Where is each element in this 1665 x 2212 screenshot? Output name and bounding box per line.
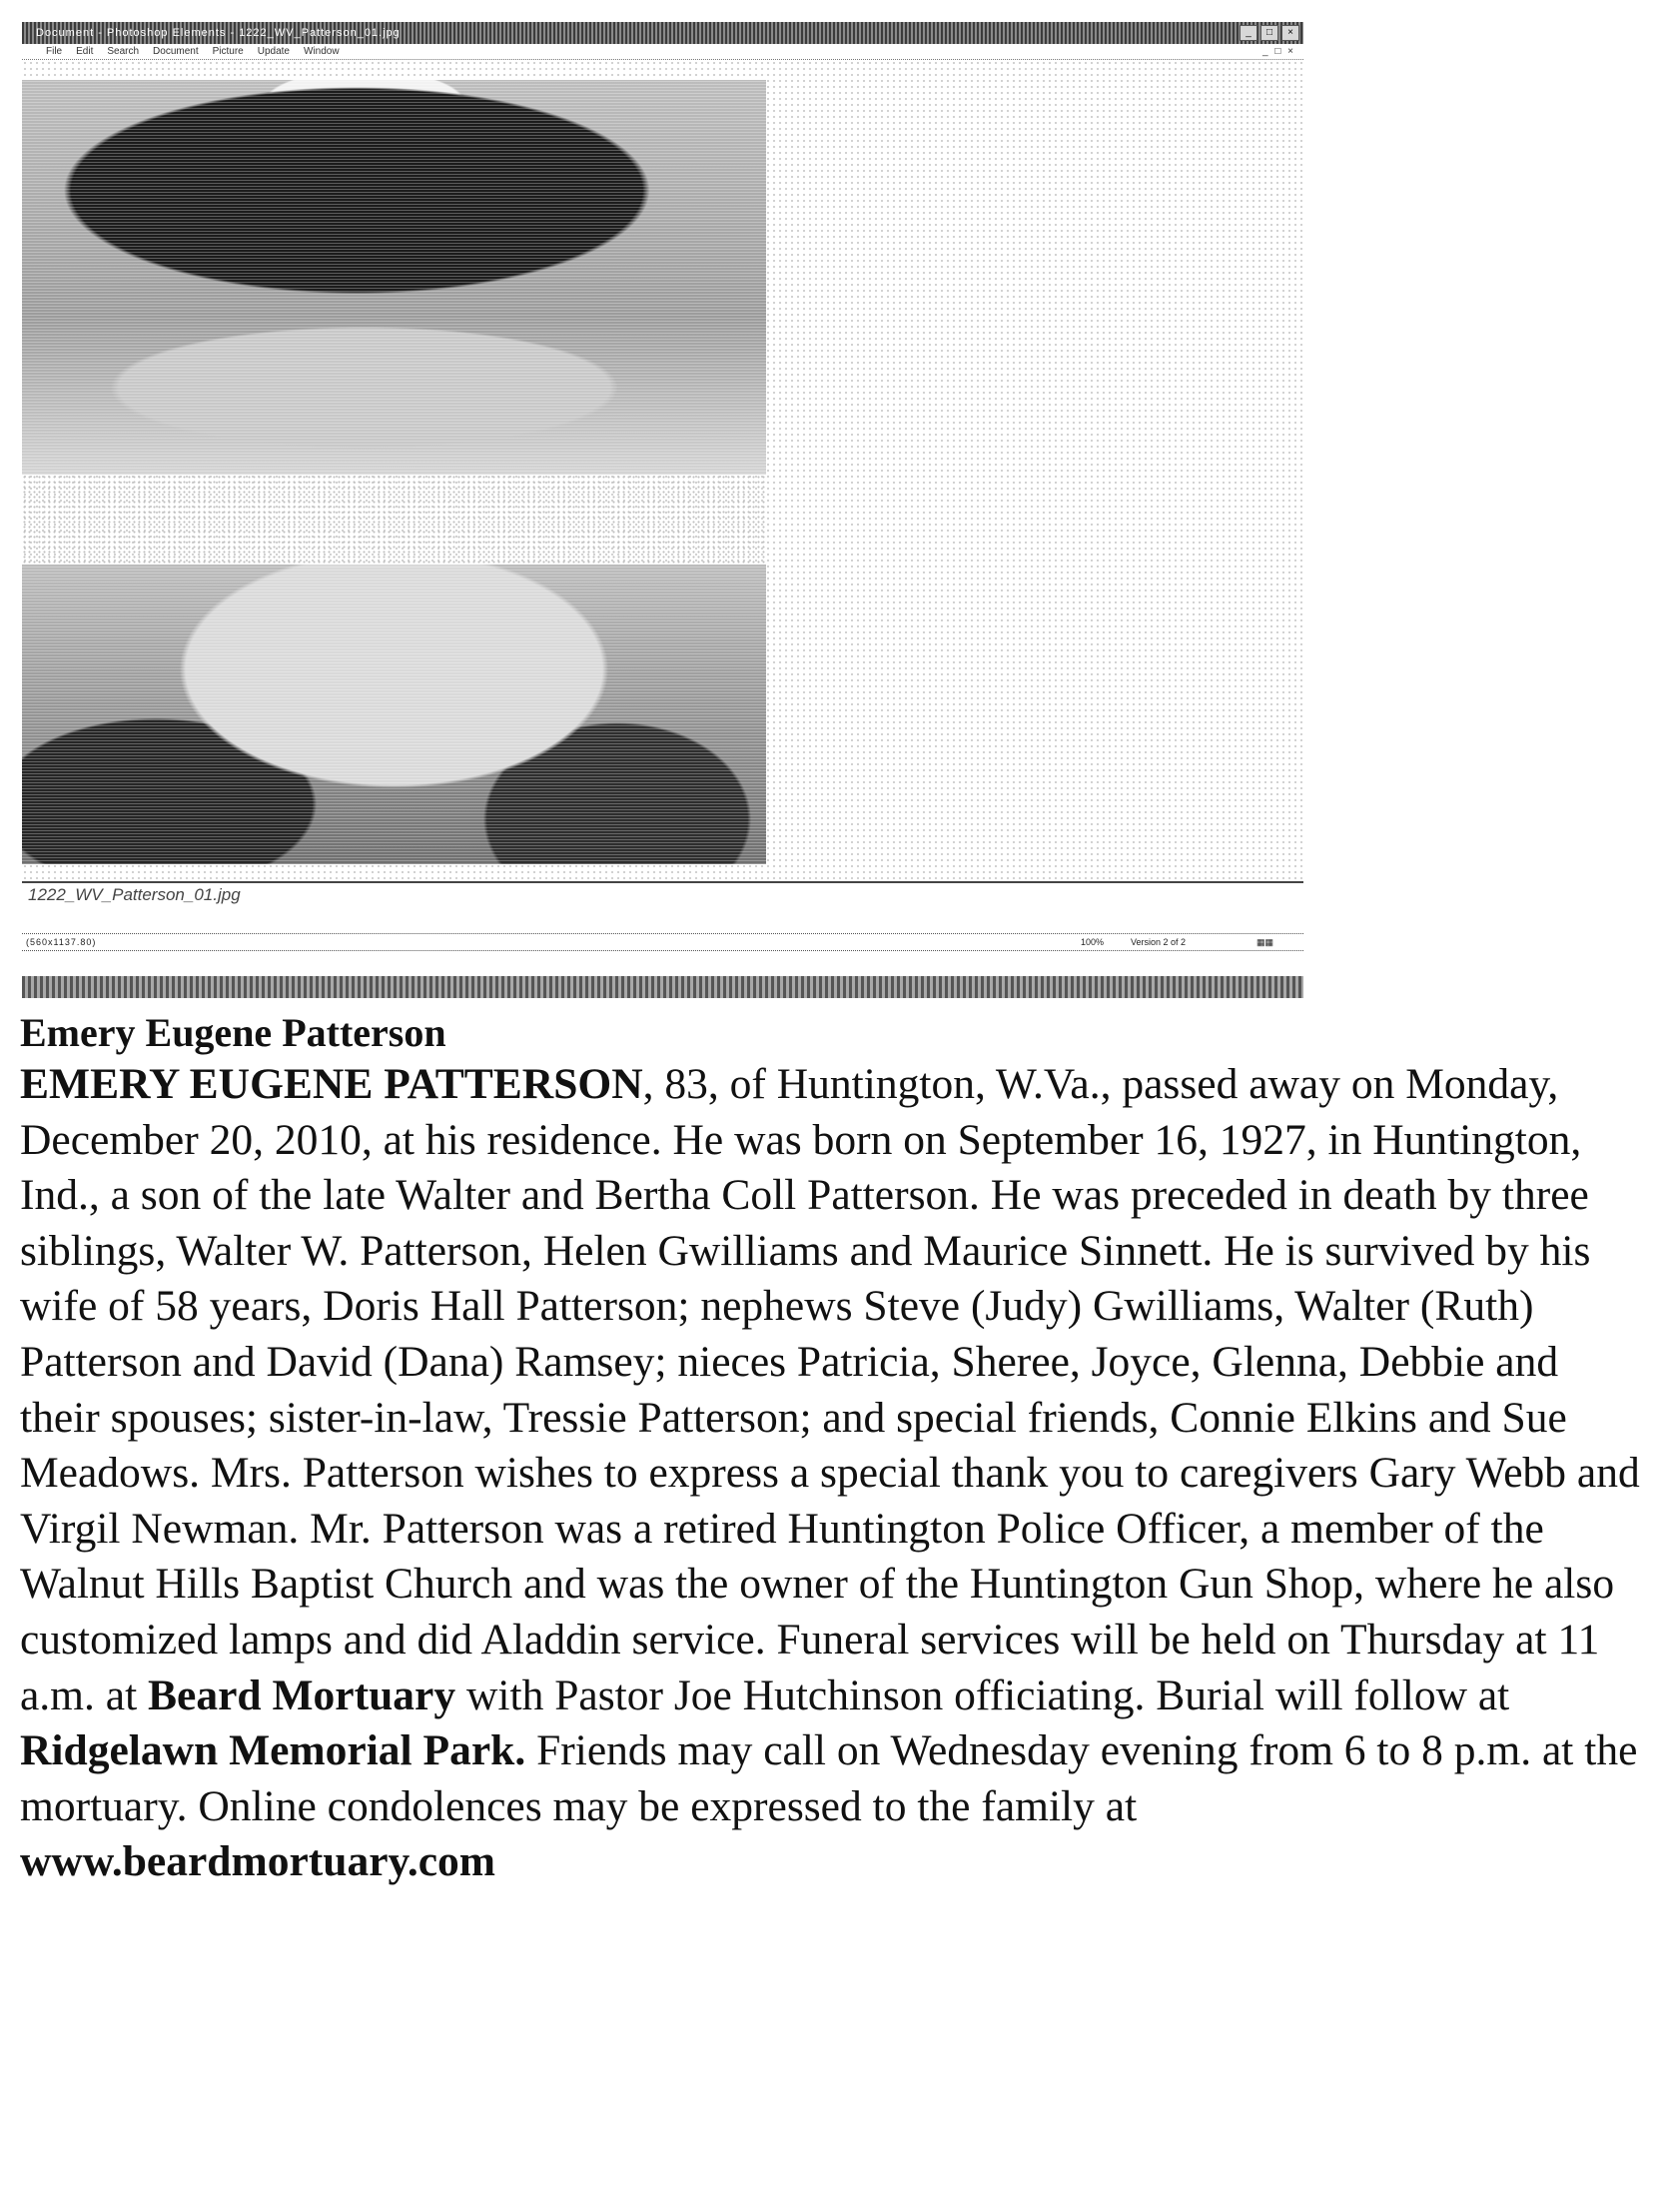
- obituary-paragraph-2: with Pastor Joe Hutchinson officiating. Burial will follow at: [455, 1670, 1510, 1719]
- obituary-heading: Emery Eugene Patterson: [20, 1010, 446, 1055]
- window-controls: [1240, 25, 1299, 41]
- status-zoom[interactable]: 100%: [1081, 937, 1105, 947]
- image-canvas[interactable]: [22, 60, 1303, 881]
- menu-item-file[interactable]: File: [46, 46, 63, 57]
- obituary-paragraph-3: Friends may call on Wednesday evening from 6 to 8 p.m. at the mortuary. Online condolences may be expressed to the family at: [20, 1726, 1638, 1830]
- menu-item-document[interactable]: Document: [153, 46, 199, 57]
- image-viewer-window: [22, 22, 1303, 1006]
- close-icon[interactable]: ×: [1281, 25, 1299, 41]
- obituary-cemetery: Ridgelawn Memorial Park.: [20, 1726, 526, 1775]
- title-bar[interactable]: [22, 22, 1303, 44]
- obituary-body: [20, 1057, 1648, 1890]
- menu-window-controls[interactable]: _ □ ×: [1262, 46, 1295, 57]
- obituary-paragraph-1: , 83, of Huntington, W.Va., passed away on Monday, December 20, 2010, at his residence. He was born on September 16, 1927, in Huntington, Ind., a son of the late Walter and Bertha Coll Patterson. He was preceded in death by three siblings, Walter W. Patterson, Helen Gwilliams and Maurice Sinnett. He is survived by his wife of 58 years, Doris Hall Patterson; nephews Steve (Judy) Gwilliams, Walter (Ruth) Patterson and David (Dana) Ramsey; nieces Patricia, Sheree, Joyce, Glenna, Debbie and their spouses; sister-in-law, Tressie Patterson; and special friends, Connie Elkins and Sue Meadows. Mrs. Patterson wishes to express a special thank you to caregivers Gary Webb and Virgil Newman. Mr. Patterson was a retired Huntington Police Officer, a member of the Walnut Hills Baptist Church and was the owner of the Huntington Gun Shop, where he also customized lamps and did Aladdin service. Funeral services will be held on Thursday at 11 a.m. at: [20, 1060, 1640, 1719]
- filename-label: 1222_WV_Patterson_01.jpg: [28, 885, 241, 904]
- menu-item-update[interactable]: Update: [257, 46, 290, 57]
- filename-bar: [22, 881, 1303, 909]
- status-dimensions: (560x1137.80): [26, 937, 97, 947]
- menu-item-picture[interactable]: Picture: [212, 46, 244, 57]
- status-icons: ▦▦: [1255, 937, 1273, 947]
- menu-item-search[interactable]: Search: [107, 46, 140, 57]
- photo-officer-face: [22, 564, 766, 864]
- maximize-icon[interactable]: □: [1260, 25, 1278, 41]
- photo-officer-hat: [22, 80, 766, 475]
- menu-item-edit[interactable]: Edit: [76, 46, 94, 57]
- obituary-name: EMERY EUGENE PATTERSON: [20, 1060, 643, 1108]
- obituary-text: [20, 1009, 1648, 1890]
- status-version: Version 2 of 2: [1131, 937, 1187, 947]
- status-bar: [22, 933, 1303, 951]
- canvas-gap: [22, 475, 766, 564]
- obituary-mortuary: Beard Mortuary: [148, 1670, 456, 1719]
- taskbar[interactable]: [22, 976, 1303, 998]
- menu-bar: [22, 44, 1303, 60]
- menu-item-window[interactable]: Window: [304, 46, 340, 57]
- window-title: Document - Photoshop Elements - 1222_WV_Patterson_01.jpg: [36, 27, 401, 39]
- obituary-website[interactable]: www.beardmortuary.com: [20, 1837, 496, 1886]
- minimize-icon[interactable]: _: [1240, 25, 1257, 41]
